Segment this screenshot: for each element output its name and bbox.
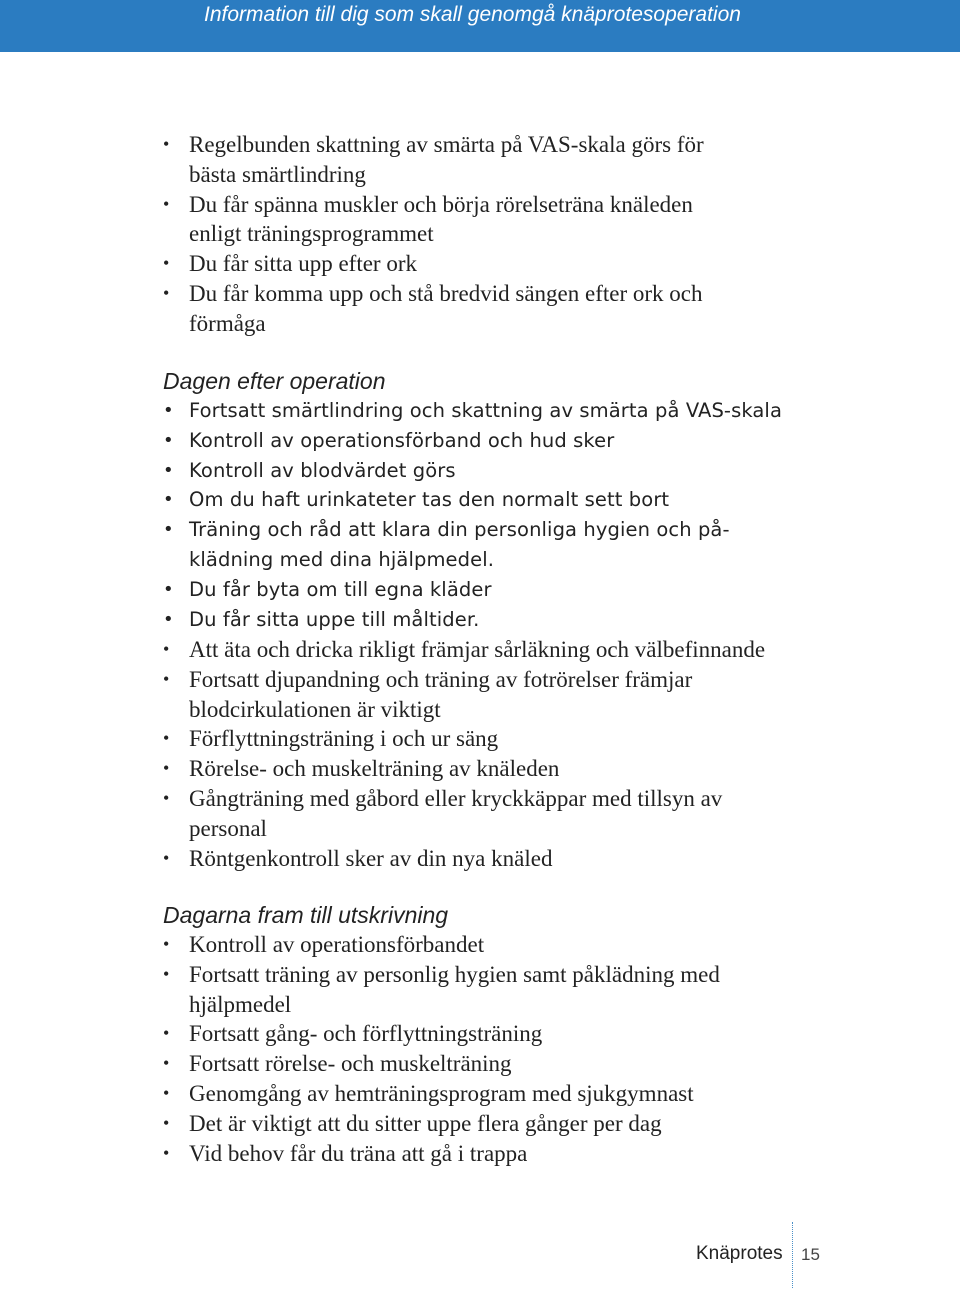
list-item: • Träning och råd att klara din personliga hygien och på- — [163, 515, 782, 545]
list-item-continuation: hjälpmedel — [189, 991, 292, 1017]
list-item: • Kontroll av blodvärdet görs — [163, 456, 782, 486]
list-item-continuation: förmåga — [189, 310, 266, 336]
list-item: • Om du haft urinkateter tas den normalt sett bort — [163, 485, 782, 515]
list-item: • Kontroll av operationsförbandet — [163, 930, 720, 960]
list-item: • Förflyttningsträning i och ur säng — [163, 724, 765, 754]
list-item: • Det är viktigt att du sitter uppe flera gånger per dag — [163, 1109, 720, 1139]
list-item-continuation: enligt träningsprogrammet — [189, 221, 434, 247]
list-item: • Du får byta om till egna kläder — [163, 575, 782, 605]
list-item: • Fortsatt djupandning och träning av fotrörelser främjar — [163, 665, 765, 695]
list-item: • Du får komma upp och stå bredvid sängen efter ork och — [163, 279, 704, 309]
list-item: • Kontroll av operationsförband och hud sker — [163, 426, 782, 456]
list-item: • Att äta och dricka rikligt främjar sårläkning och välbefinnande — [163, 635, 765, 665]
list-item: • Genomgång av hemträningsprogram med sjukgymnast — [163, 1079, 720, 1109]
list-item: • Gångträning med gåbord eller kryckkäppar med tillsyn av — [163, 784, 765, 814]
list-item-continuation: bästa smärtlindring — [189, 161, 366, 187]
days-until-discharge-heading: Dagarna fram till utskrivning — [163, 902, 449, 928]
list-item: • Fortsatt smärtlindring och skattning av smärta på VAS-skala — [163, 396, 782, 426]
list-item: • Regelbunden skattning av smärta på VAS-skala görs för — [163, 130, 704, 160]
page-number: 15 — [801, 1245, 820, 1264]
day-after-list-sans — [163, 396, 782, 634]
list-item: • Fortsatt rörelse- och muskelträning — [163, 1049, 720, 1079]
list-item: • Röntgenkontroll sker av din nya knäled — [163, 844, 765, 874]
discharge-bullet-list — [163, 930, 720, 1168]
intro-bullet-list — [163, 130, 704, 339]
day-after-list-serif — [163, 635, 765, 873]
header-title: Information till dig som skall genomgå knäprotesoperation — [204, 3, 741, 26]
list-item: • Rörelse- och muskelträning av knäleden — [163, 754, 765, 784]
list-item: • Fortsatt gång- och förflyttningsträning — [163, 1019, 720, 1049]
header-bar — [0, 0, 960, 52]
list-item: • Fortsatt träning av personlig hygien samt påklädning med — [163, 960, 720, 990]
list-item-continuation: personal — [189, 815, 267, 841]
day-after-heading: Dagen efter operation — [163, 368, 386, 394]
footer-divider — [792, 1222, 793, 1288]
list-item-continuation: klädning med dina hjälpmedel. — [189, 547, 495, 571]
list-item: • Vid behov får du träna att gå i trappa — [163, 1139, 720, 1169]
list-item: • Du får spänna muskler och börja rörelseträna knäleden — [163, 190, 704, 220]
list-item-continuation: blodcirkulationen är viktigt — [189, 696, 441, 722]
footer-label: Knäprotes — [696, 1243, 783, 1264]
list-item: • Du får sitta uppe till måltider. — [163, 605, 782, 635]
list-item: • Du får sitta upp efter ork — [163, 249, 704, 279]
